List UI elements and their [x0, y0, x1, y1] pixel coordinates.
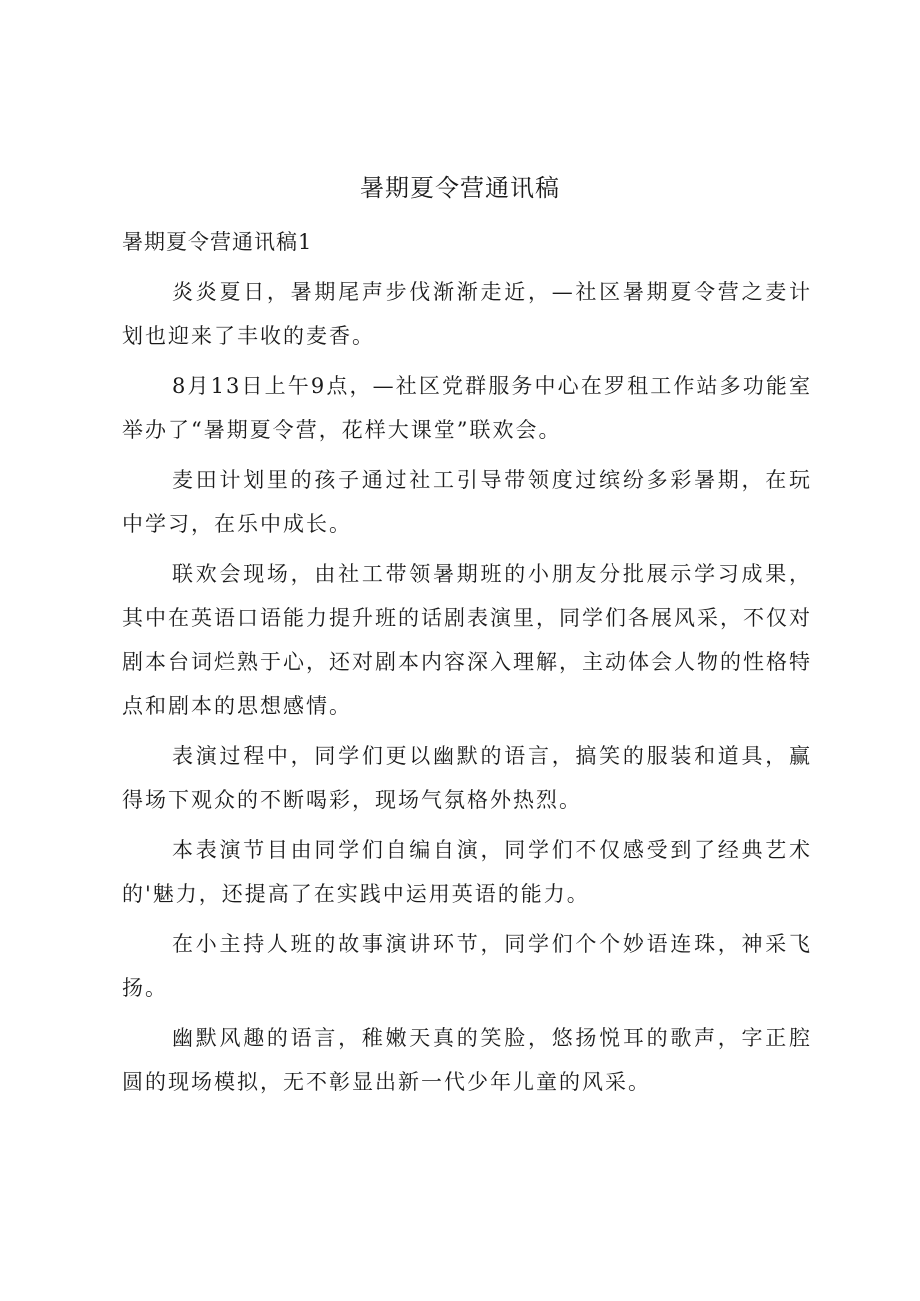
paragraph-1: 炎炎夏日，暑期尾声步伐渐渐走近，—社区暑期夏令营之麦计划也迎来了丰收的麦香。: [122, 280, 812, 348]
document-body: [122, 270, 812, 1110]
paragraph-2: 8月13日上午9点，—社区党群服务中心在罗租工作站多功能室举办了“暑期夏令营，花样大课堂”联欢会。: [122, 374, 812, 442]
paragraph-3: 麦田计划里的孩子通过社工引导带领度过缤纷多彩暑期，在玩中学习，在乐中成长。: [122, 468, 812, 536]
document-title: 暑期夏令营通讯稿: [360, 174, 560, 202]
paragraph-7: 在小主持人班的故事演讲环节，同学们个个妙语连珠，神采飞扬。: [122, 932, 812, 1000]
paragraph-5: 表演过程中，同学们更以幽默的语言，搞笑的服装和道具，赢得场下观众的不断喝彩，现场气氛格外热烈。: [122, 744, 812, 812]
paragraph-4: 联欢会现场，由社工带领暑期班的小朋友分批展示学习成果，其中在英语口语能力提升班的话剧表演里，同学们各展风采，不仅对剧本台词烂熟于心，还对剧本内容深入理解，主动体会人物的性格特点和剧本的思想感情。: [122, 562, 812, 718]
paragraph-6: 本表演节目由同学们自编自演，同学们不仅感受到了经典艺术的'魅力，还提高了在实践中运用英语的能力。: [122, 838, 812, 906]
paragraph-8: 幽默风趣的语言，稚嫩天真的笑脸，悠扬悦耳的歌声，字正腔圆的现场模拟，无不彰显出新一代少年儿童的风采。: [122, 1026, 812, 1094]
document-subtitle: 暑期夏令营通讯稿1: [122, 230, 313, 254]
